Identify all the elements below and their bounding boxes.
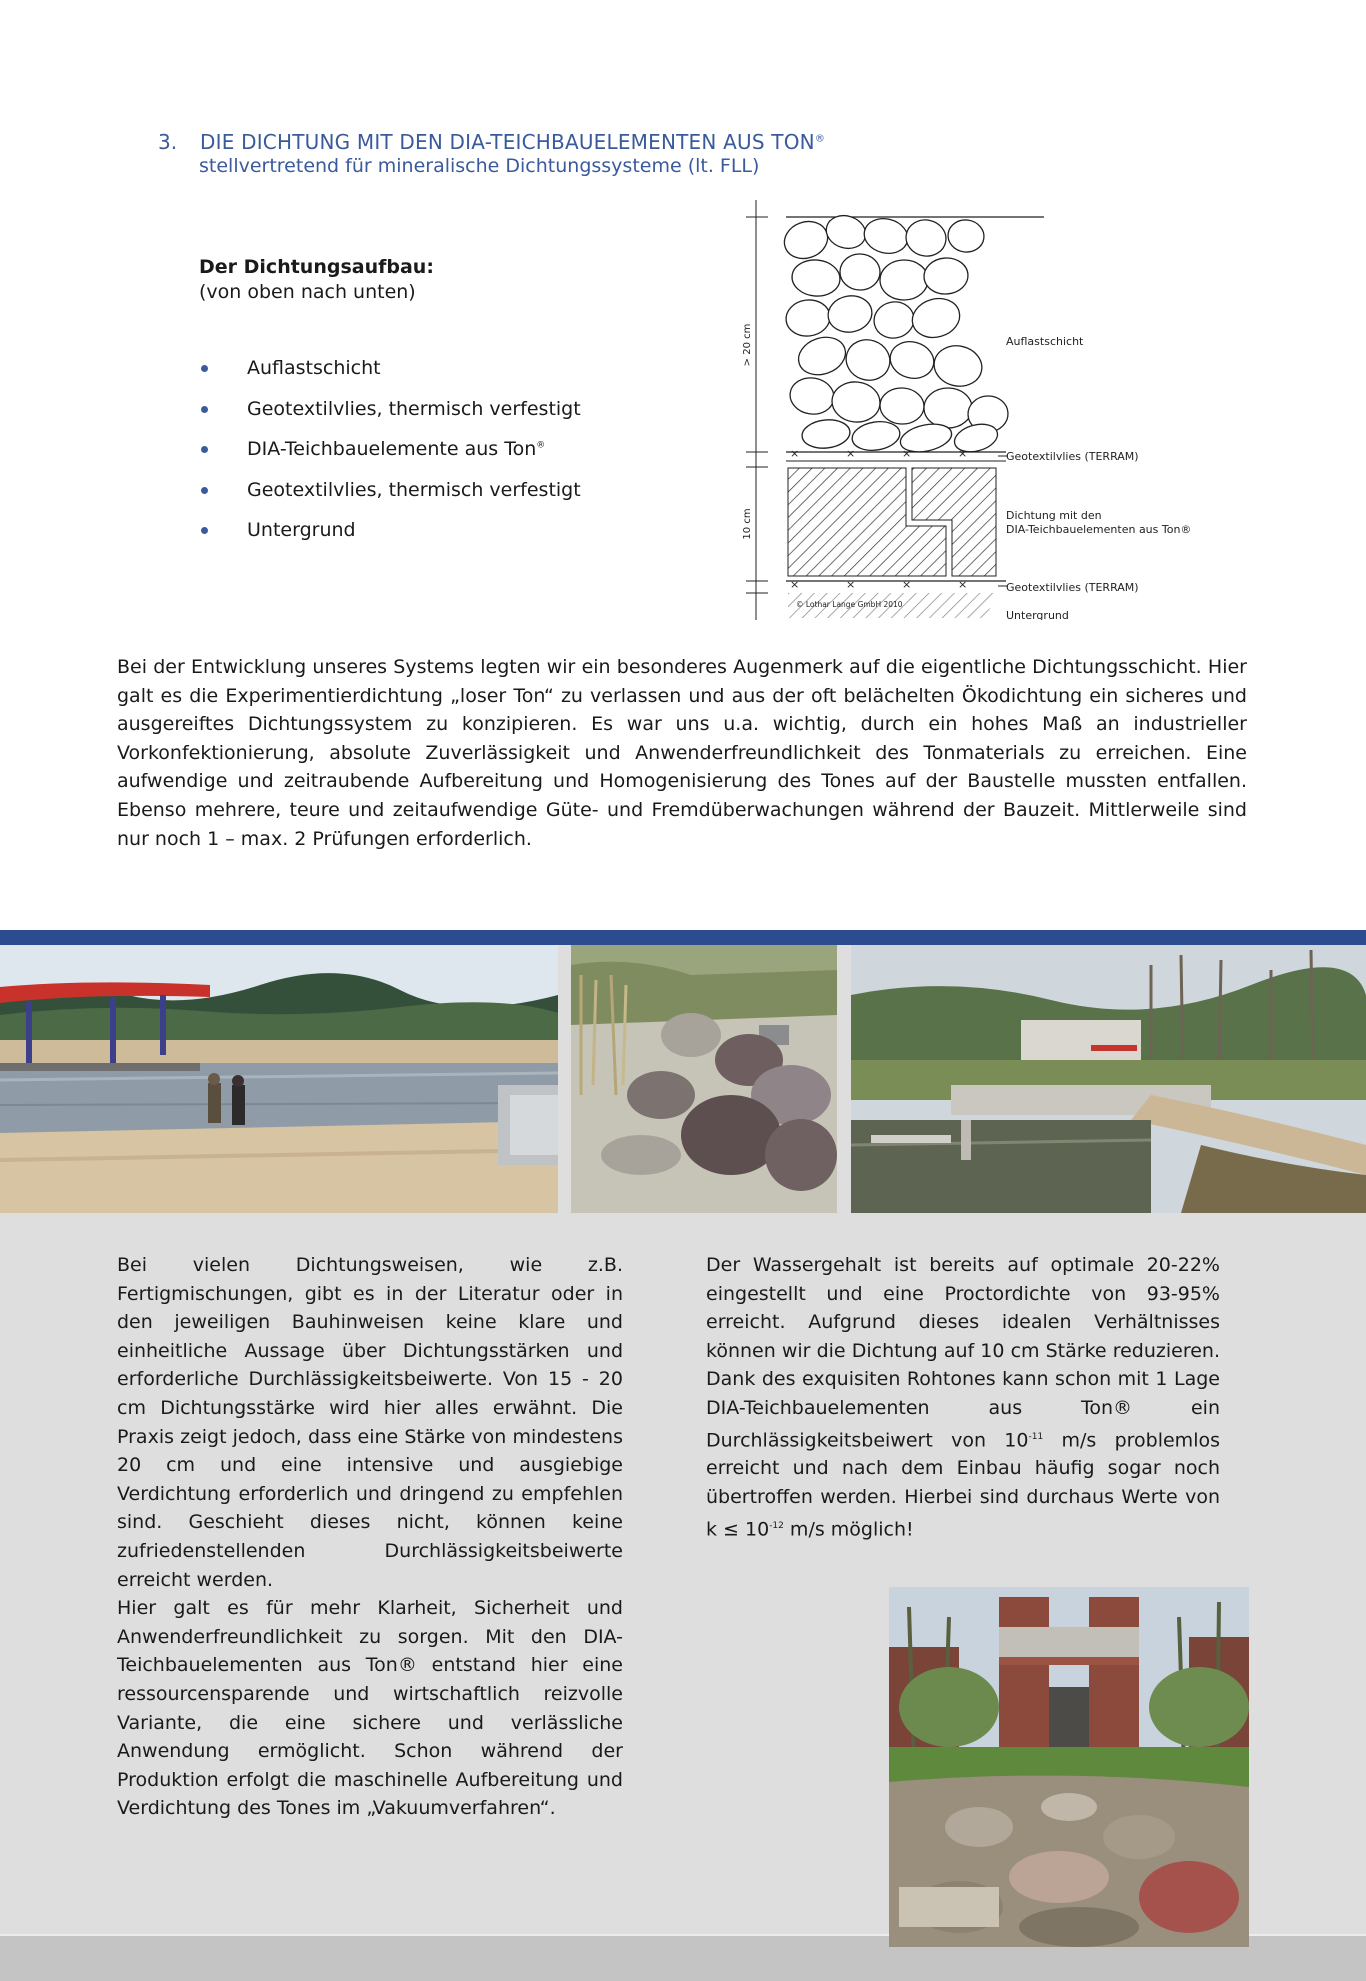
gravel-stones: [779, 211, 1009, 456]
bullet-icon: [201, 527, 208, 534]
bullet-icon: [201, 487, 208, 494]
label-seal-2: DIA-Teichbauelementen aus Ton®: [1006, 523, 1192, 536]
stone: [870, 298, 917, 342]
section-subtitle: stellvertretend für mineralische Dichtungssysteme (lt. FLL): [199, 155, 760, 177]
stone: [946, 218, 986, 255]
svg-text:×: ×: [790, 447, 800, 460]
svg-text:×: ×: [846, 578, 856, 591]
stone: [850, 418, 902, 453]
label-load-layer: Auflastschicht: [1006, 335, 1084, 348]
list-item: Untergrund: [199, 510, 581, 551]
dim-label-top: > 20 cm: [742, 323, 753, 367]
photo-park-pond: [851, 945, 1366, 1213]
list-item: Geotextilvlies, thermisch verfestigt: [199, 389, 581, 430]
diagram-copyright: © Lothar Lange GmbH 2010: [796, 600, 903, 609]
svg-text:×: ×: [902, 447, 912, 460]
geotextile-bottom-marks: [790, 578, 967, 591]
stone: [787, 375, 836, 417]
stone: [879, 387, 925, 425]
photo-boulders: [571, 945, 837, 1213]
stone: [923, 257, 969, 296]
intro-paragraph: Bei der Entwicklung unseres Systems legten wir ein besonderes Augenmerk auf die eigentliche Dichtungsschicht. Hier galt es die Experimentierdichtung „loser Ton“ zu verlassen und aus der oft belächelten Ökodichtung ein sicheres und ausgereiftes Dichtungssystem zu konzipieren. Es war uns u.a. wichtig, durch ein hohes Maß an industrieller Vorkonfektionierung, absolute Zuverlässigkeit und Anwenderfreundlichkeit des Tonmaterials zu erreichen. Eine aufwendige und zeitraubende Aufbereitung und Homogenisierung des Tones auf der Baustelle mussten entfallen. Ebenso mehrere, teure und zeitaufwendige Güte- und Fremdüberwachungen während der Bauzeit. Mittlerweile sind nur noch 1 – max. 2 Prüfungen erforderlich.: [117, 656, 1247, 850]
svg-text:×: ×: [846, 447, 856, 460]
stone: [779, 216, 833, 265]
bullet-icon: [201, 406, 208, 413]
bullet-icon: [201, 446, 208, 453]
stone: [825, 292, 875, 335]
label-ground: Untergrund: [1006, 609, 1069, 620]
svg-text:×: ×: [790, 578, 800, 591]
right-column-text: [706, 1251, 1220, 1544]
left-paragraph-2: Hier galt es für mehr Klarheit, Sicherheit und Anwenderfreundlichkeit zu sorgen. Mit den DIA-Teichbauelementen aus Ton® entstand hier eine ressourcensparende und wirtschaftlich reizvolle Variante, die eine sichere und verlässliche Anwendung ermöglicht. Schon während der Produktion erfolgt die maschinelle Aufbereitung und Verdichtung des Tones im „Vakuumverfahren“.: [117, 1597, 623, 1820]
stone: [830, 380, 882, 425]
list-item: Geotextilvlies, thermisch verfestigt: [199, 470, 581, 511]
stone: [784, 297, 832, 338]
stone: [886, 337, 938, 383]
seal-cross-section-diagram: [736, 200, 1196, 620]
list-item: DIA-Teichbauelemente aus Ton®: [199, 429, 581, 470]
stone: [861, 214, 912, 258]
svg-text:×: ×: [958, 578, 968, 591]
section-number: 3.: [158, 130, 178, 154]
section-title: DIE DICHTUNG MIT DEN DIA-TEICHBAUELEMENTEN AUS TON®: [200, 130, 826, 154]
list-item: Auflastschicht: [199, 348, 581, 389]
stone: [903, 217, 949, 260]
stone: [839, 253, 880, 290]
dim-label-mid: 10 cm: [742, 508, 753, 540]
registered-mark: ®: [814, 133, 826, 145]
blue-band: [0, 930, 1366, 945]
stone: [924, 388, 972, 428]
left-column-text: [117, 1251, 623, 1823]
buildup-title: Der Dichtungsaufbau:: [199, 256, 434, 278]
bullet-icon: [201, 365, 208, 372]
left-paragraph-1: Bei vielen Dichtungsweisen, wie z.B. Fertigmischungen, gibt es in der Literatur oder in den jeweiligen Bauhinweisen keine klare und einheitliche Aussage über Dichtungsstärken und erforderliche Durchlässigkeitsbeiwerte. Von 15 - 20 cm Dichtungsstärke wird hier alles erwähnt. Die Praxis zeigt jedoch, dass eine Stärke von mindestens 20 cm und eine intensive und ausgiebige Verdichtung erforderlich und dringend zu empfehlen sind. Geschieht dieses nicht, können keine zufriedenstellenden Durchlässigkeitsbeiwerte erreicht werden.: [117, 1254, 623, 1591]
stone: [880, 260, 929, 301]
label-geotextile-bottom: Geotextilvlies (TERRAM): [1006, 581, 1139, 594]
right-paragraph: Der Wassergehalt ist bereits auf optimale 20-22% eingestellt und eine Proctordichte von 93-95% erreicht. Aufgrund dieses idealen Verhältnisses können wir die Dichtung auf 10 cm Stärke reduzieren. Dank des exquisiten Rohtones kann schon mit 1 Lage DIA-Teichbauelementen aus Ton® ein Durchlässigkeitsbeiwert von $10^{-11}$ m/s problemlos erreicht und nach dem Einbau häufig sogar noch übertroffen werden. Hierbei sind durchaus Werte von $k \le 10^{-12}$ m/s möglich!: [706, 1254, 1220, 1540]
stone: [791, 258, 842, 298]
label-seal-1: Dichtung mit den: [1006, 509, 1102, 522]
stone: [930, 341, 985, 390]
photo-stream-buildings: [889, 1587, 1249, 1947]
svg-text:×: ×: [958, 447, 968, 460]
photo-lake-pavilion: [0, 945, 558, 1213]
buildup-subtitle: (von oben nach unten): [199, 281, 416, 303]
svg-text:×: ×: [902, 578, 912, 591]
layer-list: [199, 348, 581, 551]
label-geotextile-top: Geotextilvlies (TERRAM): [1006, 450, 1139, 463]
stone: [908, 293, 965, 343]
stone: [841, 334, 895, 386]
stone: [801, 418, 852, 451]
stone: [793, 331, 850, 381]
